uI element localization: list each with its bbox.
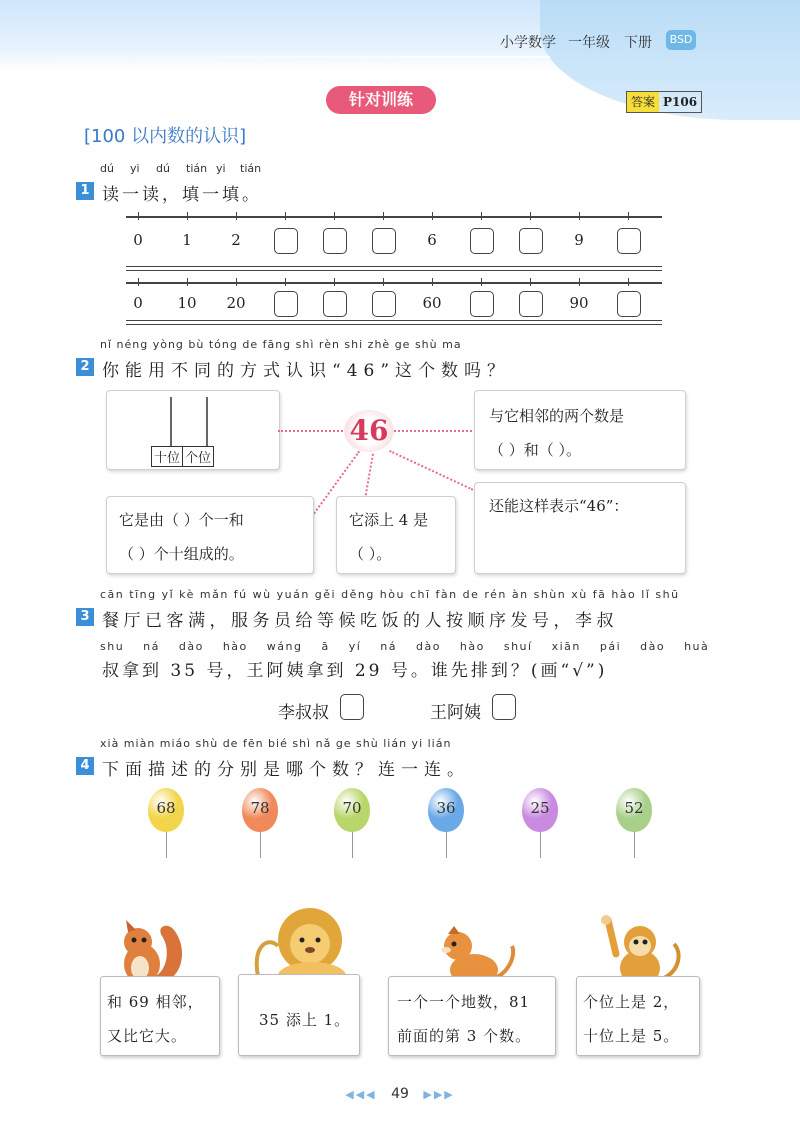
card-3-line-1: 一个一个地数，81 [397,993,531,1011]
number-line-tick [236,278,237,286]
answer-reference[interactable] [626,91,702,113]
edition-badge: BSD [666,30,696,50]
connector-line [389,450,473,491]
question-1-pinyin-syllable: tián [186,162,208,175]
number-line-tick [138,212,139,220]
answer-box[interactable] [372,291,396,317]
balloon-25[interactable]: 25 [522,788,558,832]
number-line-tick [530,278,531,286]
number-line-label: 0 [133,231,143,249]
card-1-line-1: 和 69 相邻， [107,993,204,1011]
balloon-string [352,832,353,858]
connector-line [394,430,476,432]
number-line-tick [236,212,237,220]
answer-box[interactable] [519,228,543,254]
answer-box[interactable] [323,291,347,317]
question-1-pinyin-syllable: yi [216,162,226,175]
number-line-tick [481,212,482,220]
balloon-string [166,832,167,858]
number-line-tick [285,212,286,220]
connector-line [278,430,346,432]
abacus-panel [106,390,280,470]
option-wang-label: 王阿姨 [430,703,481,723]
next-arrows-icon: ▶▶▶ [423,1088,455,1101]
description-card-1[interactable] [100,976,220,1056]
answer-box[interactable] [617,228,641,254]
answer-box[interactable] [274,228,298,254]
number-line-label: 10 [177,294,197,312]
card-3-line-2: 前面的第 3 个数。 [397,1027,532,1045]
number-line-ones [126,212,662,272]
number-line-tick [334,212,335,220]
ones-label: 个位 [185,451,212,466]
balloon-string [446,832,447,858]
question-number-4: 4 [76,757,94,775]
card-1-line-2: 又比它大。 [107,1027,188,1045]
question-2-text: 你能用不同的方式认识“46”这个数吗？ [102,361,511,381]
page-footer [0,1086,800,1102]
number-line-tick [579,278,580,286]
number-line-label: 60 [422,294,442,312]
add-line-2: （ ）。 [349,545,392,563]
number-line-label: 1 [182,231,192,249]
connector-line [365,454,374,496]
question-1-pinyin-syllable: dú [100,162,114,175]
card-4-line-1: 个位上是 2， [583,993,680,1011]
description-card-4[interactable] [576,976,700,1056]
neighbor-line-1: 与它相邻的两个数是 [489,407,625,425]
answer-box[interactable] [470,291,494,317]
balloon-70[interactable]: 70 [334,788,370,832]
number-line-label: 20 [226,294,246,312]
other-line-1: 还能这样表示“46”： [489,497,629,515]
balloon-string [260,832,261,858]
number-line-label: 0 [133,294,143,312]
question-3-pinyin-1: cān tīng yǐ kè mǎn fú wù yuán gěi děng hòu chī fàn de rén àn shùn xù fā hào lǐ shū [100,588,680,601]
balloon-string [540,832,541,858]
answer-box[interactable] [372,228,396,254]
tens-label: 十位 [152,447,183,466]
neighbor-line-2: （ ）和（ ）。 [489,441,582,459]
answer-box[interactable] [323,228,347,254]
question-1-text: 读一读，填一填。 [102,185,262,205]
section-heading: [100 以内数的认识] [84,126,247,147]
question-3-pinyin-2: shu ná dào hào wáng ā yí ná dào hào shuí xiān pái dào huà [100,640,710,653]
question-4-pinyin: xià miàn miáo shù de fēn bié shì nǎ ge shù lián yi lián [100,737,452,750]
number-line-label: 9 [574,231,584,249]
question-number-3: 3 [76,608,94,626]
compose-line-1: 它是由（ ）个一和 [119,511,244,529]
number-line-tick [481,278,482,286]
option-wang-checkbox[interactable] [492,694,516,720]
other-representation-panel [474,482,686,574]
number-line-tens [126,278,662,338]
balloon-string [634,832,635,858]
prev-arrows-icon: ◀◀◀ [345,1088,377,1101]
number-line-tick [628,212,629,220]
answer-label: 答案 [627,92,659,112]
question-2-pinyin: nǐ néng yòng bù tóng de fāng shì rèn shi zhè ge shù ma [100,338,462,351]
volume-label: 下册 [624,35,652,51]
number-line-tick [383,278,384,286]
number-line-label: 2 [231,231,241,249]
question-number-1: 1 [76,182,94,200]
number-line-tick [530,212,531,220]
balloon-78[interactable]: 78 [242,788,278,832]
question-4-text: 下面描述的分别是哪个数？连一连。 [102,760,470,780]
question-3-text-1: 餐厅已客满，服务员给等候吃饭的人按顺序发号，李叔 [102,611,618,631]
balloon-68[interactable]: 68 [148,788,184,832]
compose-panel [106,496,314,574]
card-4-line-2: 十位上是 5。 [583,1027,680,1045]
number-line-tick [432,278,433,286]
neighbor-panel [474,390,686,470]
option-li-checkbox[interactable] [340,694,364,720]
balloon-52[interactable]: 52 [616,788,652,832]
answer-page: P106 [663,95,698,109]
number-line-tick [187,278,188,286]
number-line-label: 90 [569,294,589,312]
option-li-label: 李叔叔 [278,703,329,723]
number-line-tick [334,278,335,286]
number-line-tick [628,278,629,286]
card-2-line-1: 35 添上 1。 [259,1011,351,1029]
page-number: 49 [391,1086,409,1102]
number-line-tick [432,212,433,220]
add-panel [336,496,456,574]
subject-label: 小学数学 [500,35,556,51]
add-line-1: 它添上 4 是 [349,511,429,529]
question-3-text-2: 叔拿到 35 号，王阿姨拿到 29 号。谁先排到？(画“√”) [102,661,608,681]
number-line-tick [383,212,384,220]
question-1-pinyin-syllable: yi [130,162,140,175]
question-1-pinyin-syllable: dú [156,162,170,175]
center-number: 46 [344,410,394,452]
compose-line-2: （ ）个十组成的。 [119,545,244,563]
number-line-tick [285,278,286,286]
answer-box[interactable] [470,228,494,254]
description-card-3[interactable] [388,976,556,1056]
balloon-36[interactable]: 36 [428,788,464,832]
number-line-tick [138,278,139,286]
description-card-2[interactable] [238,974,360,1056]
number-line-tick [187,212,188,220]
answer-box[interactable] [274,291,298,317]
question-1-pinyin-syllable: tián [240,162,262,175]
header-divider [30,56,550,58]
answer-box[interactable] [617,291,641,317]
answer-box[interactable] [519,291,543,317]
number-line-tick [579,212,580,220]
number-line-label: 6 [427,231,437,249]
page-title: 针对训练 [326,86,436,114]
grade-label: 一年级 [568,35,610,51]
question-number-2: 2 [76,358,94,376]
